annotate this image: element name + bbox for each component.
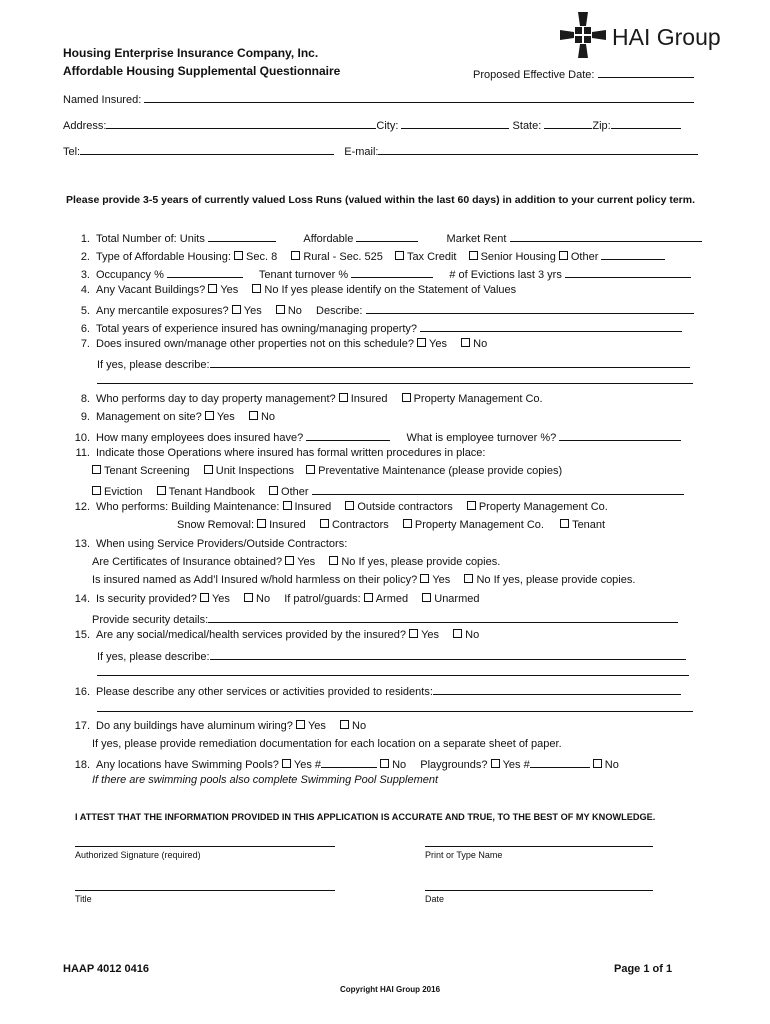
q16-describe-line-2[interactable] <box>97 711 693 712</box>
question-13: 13. When using Service Providers/Outside Contractors: <box>74 538 348 550</box>
snow-tenant-checkbox[interactable] <box>560 519 569 528</box>
date-line[interactable] <box>425 890 653 891</box>
q11-options-row-1: Tenant Screening Unit Inspections Preventative Maintenance (please provide copies) <box>92 465 562 477</box>
playgrounds-count-input[interactable] <box>530 756 590 768</box>
mercantile-yes-checkbox[interactable] <box>232 305 241 314</box>
employee-turnover-input[interactable] <box>559 429 681 441</box>
q17-remediation: If yes, please provide remediation documentation for each location on a separate sheet of paper. <box>92 738 562 750</box>
date-label: Date <box>425 894 445 904</box>
bm-pm-company-checkbox[interactable] <box>467 501 476 510</box>
onsite-yes-checkbox[interactable] <box>205 411 214 420</box>
security-details[interactable]: Provide security details: <box>92 611 678 626</box>
question-6: 6. Total years of experience insured has owning/managing property? <box>68 320 682 335</box>
print-name-line[interactable] <box>425 846 653 847</box>
vacant-no-checkbox[interactable] <box>252 284 261 293</box>
address-row[interactable] <box>63 117 681 132</box>
copyright: Copyright HAI Group 2016 <box>340 985 441 994</box>
q11-options-row-2: Eviction Tenant Handbook Other <box>92 483 684 498</box>
preventative-maintenance-checkbox[interactable] <box>306 465 315 474</box>
question-8: 8. Who performs day to day property management? Insured Property Management Co. <box>80 393 543 405</box>
sec8-checkbox[interactable] <box>234 251 243 260</box>
coi-yes-checkbox[interactable] <box>285 556 294 565</box>
pool-supplement-note: If there are swimming pools also complete Swimming Pool Supplement <box>92 774 439 786</box>
snow-contractors-checkbox[interactable] <box>320 519 329 528</box>
question-2: 2. Type of Affordable Housing: Sec. 8 Rural - Sec. 525 Tax Credit Senior Housing Other <box>68 248 665 263</box>
q15-describe-line-2[interactable] <box>97 675 689 676</box>
vacant-yes-checkbox[interactable] <box>208 284 217 293</box>
security-yes-checkbox[interactable] <box>200 593 209 602</box>
form-title: Affordable Housing Supplemental Questionnaire <box>63 64 341 78</box>
authorized-signature-label: Authorized Signature (required) <box>75 850 201 860</box>
mgmt-insured-checkbox[interactable] <box>339 393 348 402</box>
mgmt-company-checkbox[interactable] <box>402 393 411 402</box>
armed-checkbox[interactable] <box>364 593 373 602</box>
coi-no-checkbox[interactable] <box>329 556 338 565</box>
question-12: 12. Who performs: Building Maintenance: Insured Outside contractors Property Management Co. <box>74 501 608 513</box>
question-3: 3. Occupancy % Tenant turnover % # of Evictions last 3 yrs <box>68 266 691 281</box>
question-10: 10. How many employees does insured have? What is employee turnover %? <box>68 429 681 444</box>
tax-credit-checkbox[interactable] <box>395 251 404 260</box>
q7-describe[interactable]: If yes, please describe: <box>97 356 690 371</box>
effective-date-field[interactable] <box>473 66 694 81</box>
tenant-turnover-input[interactable] <box>351 266 433 278</box>
email-label: E-mail: <box>344 146 379 158</box>
security-no-checkbox[interactable] <box>244 593 253 602</box>
affordable-input[interactable] <box>356 230 418 242</box>
logo-text: HAI Group <box>612 24 721 50</box>
title-label: Title <box>75 894 92 904</box>
effective-date-label: Proposed Effective Date: <box>473 69 595 81</box>
pools-yes-checkbox[interactable] <box>282 759 291 768</box>
question-15: 15. Are any social/medical/health services provided by the insured? Yes No <box>74 629 480 641</box>
named-insured-label: Named Insured: <box>63 94 142 106</box>
q15-describe[interactable]: If yes, please describe: <box>97 648 686 663</box>
question-4: 4. Any Vacant Buildings? Yes No If yes please identify on the Statement of Values <box>80 284 517 296</box>
playgrounds-yes-checkbox[interactable] <box>491 759 500 768</box>
eviction-checkbox[interactable] <box>92 486 101 495</box>
employees-input[interactable] <box>306 429 390 441</box>
ai-no-checkbox[interactable] <box>464 574 473 583</box>
question-7: 7. Does insured own/manage other properties not on this schedule? Yes No <box>80 338 488 350</box>
q13-additional-insured: Is insured named as Add’l Insured w/hold harmless on their policy? Yes No If yes, please provide copies. <box>92 574 636 586</box>
other-housing-checkbox[interactable] <box>559 251 568 260</box>
tel-label: Tel: <box>63 146 81 158</box>
title-line[interactable] <box>75 890 335 891</box>
procedures-other-checkbox[interactable] <box>269 486 278 495</box>
question-5: 5. Any mercantile exposures? Yes No Describe: <box>68 302 694 317</box>
question-18: 18. Any locations have Swimming Pools? Yes # No Playgrounds? Yes # No <box>68 756 619 771</box>
question-16: 16. Please describe any other services or activities provided to residents: <box>68 683 681 698</box>
q13-certificates: Are Certificates of Insurance obtained? Yes No If yes, please provide copies. <box>92 556 501 568</box>
named-insured-field[interactable] <box>63 91 694 106</box>
hai-cross-logo-icon <box>560 12 606 58</box>
services-yes-checkbox[interactable] <box>409 629 418 638</box>
authorized-signature-line[interactable] <box>75 846 335 847</box>
occupancy-input[interactable] <box>167 266 243 278</box>
page-number: Page 1 of 1 <box>614 963 673 975</box>
units-input[interactable] <box>208 230 276 242</box>
city-label: City: <box>376 120 399 132</box>
mercantile-no-checkbox[interactable] <box>276 305 285 314</box>
pools-no-checkbox[interactable] <box>380 759 389 768</box>
mercantile-describe-input[interactable] <box>366 302 694 314</box>
services-no-checkbox[interactable] <box>453 629 462 638</box>
q12-snow-row: Snow Removal: Insured Contractors Property Management Co. Tenant <box>177 519 606 531</box>
snow-pm-company-checkbox[interactable] <box>403 519 412 528</box>
bm-insured-checkbox[interactable] <box>283 501 292 510</box>
form-number: HAAP 4012 0416 <box>63 963 150 975</box>
playgrounds-no-checkbox[interactable] <box>593 759 602 768</box>
zip-label: Zip: <box>592 120 611 132</box>
pools-count-input[interactable] <box>321 756 377 768</box>
address-label: Address: <box>63 120 107 132</box>
question-14: 14. Is security provided? Yes No If patrol/guards: Armed Unarmed <box>74 593 480 605</box>
bm-contractors-checkbox[interactable] <box>345 501 354 510</box>
rural-checkbox[interactable] <box>291 251 300 260</box>
evictions-input[interactable] <box>565 266 691 278</box>
question-11: 11. Indicate those Operations where insured has formal written procedures in place: <box>75 447 486 459</box>
attestation: I ATTEST THAT THE INFORMATION PROVIDED IN THIS APPLICATION IS ACCURATE AND TRUE, TO THE BEST OF MY KNOWLEDGE. <box>75 812 656 822</box>
q7-describe-line-2[interactable] <box>97 383 693 384</box>
logo <box>560 12 720 60</box>
aluminum-yes-checkbox[interactable] <box>296 720 305 729</box>
question-1: 1. Total Number of: Units Affordable Market Rent <box>68 230 702 245</box>
other-props-yes-checkbox[interactable] <box>417 338 426 347</box>
contact-row[interactable] <box>63 143 698 158</box>
senior-housing-checkbox[interactable] <box>469 251 478 260</box>
question-9: 9. Management on site? Yes No <box>80 411 275 423</box>
unit-inspections-checkbox[interactable] <box>204 465 213 474</box>
question-17: 17. Do any buildings have aluminum wiring? Yes No <box>74 720 367 732</box>
snow-insured-checkbox[interactable] <box>257 519 266 528</box>
aluminum-no-checkbox[interactable] <box>340 720 349 729</box>
other-housing-input[interactable] <box>601 248 665 260</box>
tenant-handbook-checkbox[interactable] <box>157 486 166 495</box>
ai-yes-checkbox[interactable] <box>420 574 429 583</box>
other-props-no-checkbox[interactable] <box>461 338 470 347</box>
state-label: State: <box>512 120 542 132</box>
print-name-label: Print or Type Name <box>425 850 503 860</box>
onsite-no-checkbox[interactable] <box>249 411 258 420</box>
tenant-screening-checkbox[interactable] <box>92 465 101 474</box>
experience-input[interactable] <box>420 320 682 332</box>
other-services-input[interactable] <box>433 683 681 695</box>
loss-runs-instruction: Please provide 3-5 years of currently valued Loss Runs (valued within the last 60 days) in addition to your current policy term. <box>66 194 696 206</box>
market-rent-input[interactable] <box>510 230 702 242</box>
company-name: Housing Enterprise Insurance Company, Inc. <box>63 46 319 60</box>
unarmed-checkbox[interactable] <box>422 593 431 602</box>
procedures-other-input[interactable] <box>312 483 684 495</box>
